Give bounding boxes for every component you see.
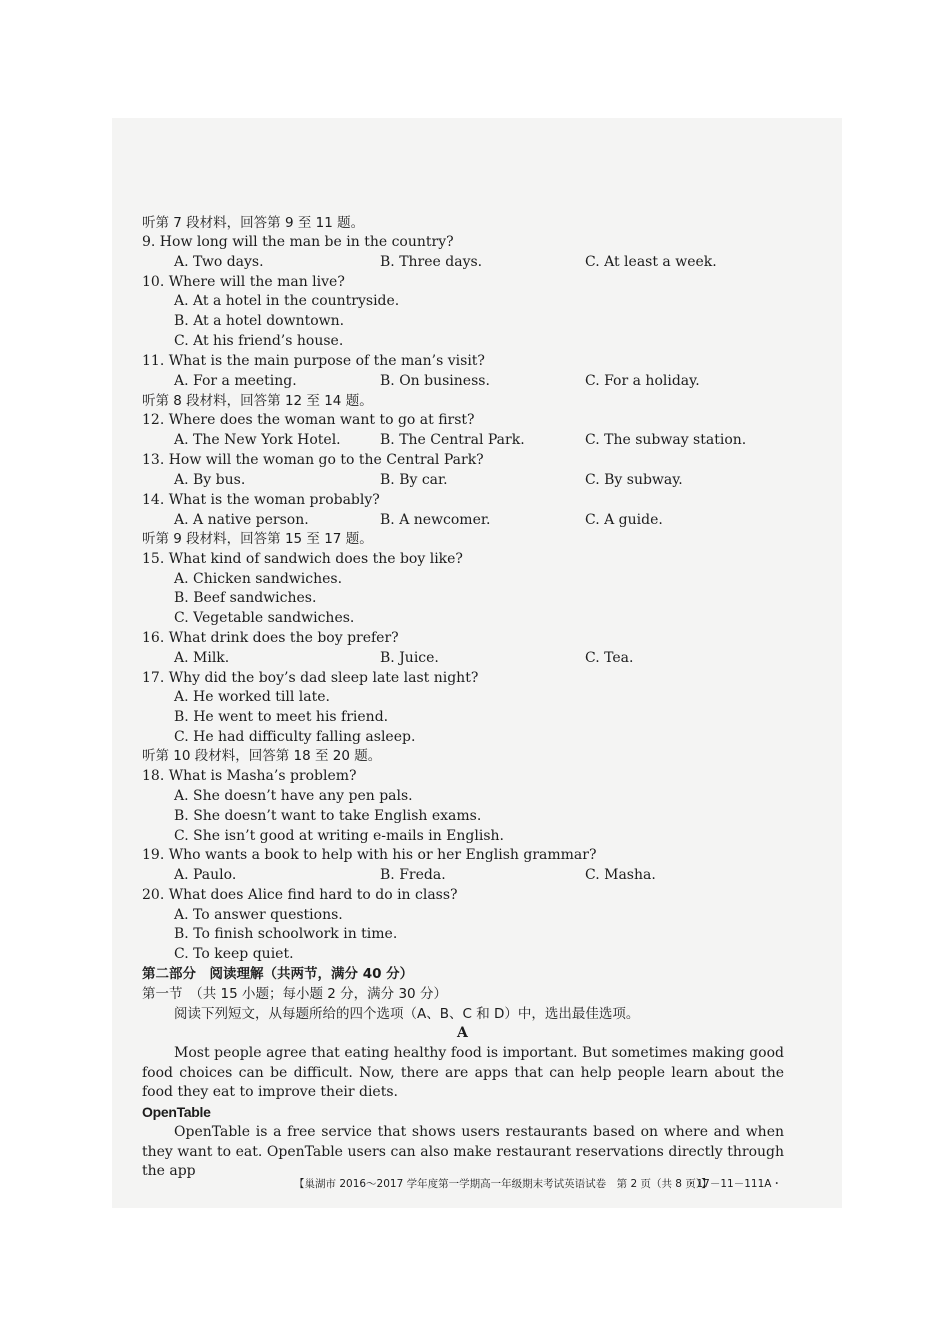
question-19-option-a: A. Paulo. — [174, 867, 237, 883]
section-1-title: 第一节 （共 15 小题；每小题 2 分，满分 30 分） — [142, 986, 447, 1002]
opentable-subheading: OpenTable — [142, 1104, 211, 1120]
question-13-option-a: A. By bus. — [174, 472, 246, 488]
question-16-option-b: B. Juice. — [380, 650, 439, 666]
section-heading-9: 听第 9 段材料，回答第 15 至 17 题。 — [142, 531, 373, 547]
question-12-stem: 12. Where does the woman want to go at first? — [142, 412, 475, 428]
question-16-stem: 16. What drink does the boy prefer? — [142, 630, 399, 646]
question-10-stem: 10. Where will the man live? — [142, 274, 345, 290]
question-19-stem: 19. Who wants a book to help with his or her English grammar? — [142, 847, 597, 863]
question-10-option-a: A. At a hotel in the countryside. — [174, 293, 400, 309]
question-15-option-c: C. Vegetable sandwiches. — [174, 610, 355, 626]
question-12-option-c: C. The subway station. — [585, 432, 747, 448]
question-16-option-c: C. Tea. — [585, 650, 634, 666]
question-15-option-a: A. Chicken sandwiches. — [174, 571, 343, 587]
question-9-stem: 9. How long will the man be in the country? — [142, 234, 454, 250]
question-16-option-a: A. Milk. — [174, 650, 230, 666]
question-9-option-a: A. Two days. — [174, 254, 264, 270]
question-17-option-c: C. He had difficulty falling asleep. — [174, 729, 416, 745]
exam-code: ・17－11－111A・ — [686, 1178, 782, 1190]
question-14-stem: 14. What is the woman probably? — [142, 492, 380, 508]
page-footer: 【巢湖市 2016～2017 学年度第一学期高一年级期末考试英语试卷 第 2 页（共 8 页）】 — [294, 1178, 712, 1190]
question-9-option-b: B. Three days. — [380, 254, 483, 270]
question-13-option-c: C. By subway. — [585, 472, 683, 488]
question-11-option-a: A. For a meeting. — [174, 373, 297, 389]
question-14-option-b: B. A newcomer. — [380, 512, 491, 528]
question-12-option-b: B. The Central Park. — [380, 432, 525, 448]
section-heading-7: 听第 7 段材料，回答第 9 至 11 题。 — [142, 215, 365, 231]
question-10-option-c: C. At his friend’s house. — [174, 333, 344, 349]
question-14-option-a: A. A native person. — [174, 512, 309, 528]
question-15-stem: 15. What kind of sandwich does the boy like? — [142, 551, 463, 567]
part-2-title: 第二部分 阅读理解（共两节，满分 40 分） — [142, 966, 414, 982]
question-18-option-b: B. She doesn’t want to take English exams. — [174, 808, 482, 824]
question-12-option-a: A. The New York Hotel. — [174, 432, 341, 448]
question-13-option-b: B. By car. — [380, 472, 448, 488]
question-13-stem: 13. How will the woman go to the Central Park? — [142, 452, 484, 468]
section-heading-8: 听第 8 段材料，回答第 12 至 14 题。 — [142, 393, 373, 409]
passage-intro-paragraph: Most people agree that eating healthy food is important. But sometimes making good food choices can be difficult. Now, there are apps that can help people learn about the food they eat to improve their diets. — [142, 1045, 784, 1100]
question-18-option-c: C. She isn’t good at writing e-mails in English. — [174, 828, 504, 844]
question-17-stem: 17. Why did the boy’s dad sleep late last night? — [142, 670, 479, 686]
question-20-option-c: C. To keep quiet. — [174, 946, 294, 962]
question-20-option-b: B. To finish schoolwork in time. — [174, 926, 398, 942]
question-20-option-a: A. To answer questions. — [174, 907, 343, 923]
passage-letter: A — [457, 1025, 468, 1041]
section-heading-10: 听第 10 段材料，回答第 18 至 20 题。 — [142, 748, 382, 764]
question-17-option-b: B. He went to meet his friend. — [174, 709, 389, 725]
reading-instruction: 阅读下列短文，从每题所给的四个选项（A、B、C 和 D）中，选出最佳选项。 — [174, 1006, 640, 1022]
question-11-option-c: C. For a holiday. — [585, 373, 700, 389]
question-11-stem: 11. What is the main purpose of the man’s visit? — [142, 353, 485, 369]
question-9-option-c: C. At least a week. — [585, 254, 717, 270]
question-20-stem: 20. What does Alice find hard to do in class? — [142, 887, 458, 903]
question-11-option-b: B. On business. — [380, 373, 490, 389]
question-17-option-a: A. He worked till late. — [174, 689, 330, 705]
question-19-option-c: C. Masha. — [585, 867, 656, 883]
question-15-option-b: B. Beef sandwiches. — [174, 590, 317, 606]
question-18-stem: 18. What is Masha’s problem? — [142, 768, 357, 784]
question-18-option-a: A. She doesn’t have any pen pals. — [174, 788, 413, 804]
question-14-option-c: C. A guide. — [585, 512, 663, 528]
question-19-option-b: B. Freda. — [380, 867, 446, 883]
question-10-option-b: B. At a hotel downtown. — [174, 313, 345, 329]
opentable-paragraph: OpenTable is a free service that shows users restaurants based on where and when they want to eat. OpenTable users can also make restaurant reservations directly through the app — [142, 1124, 784, 1179]
